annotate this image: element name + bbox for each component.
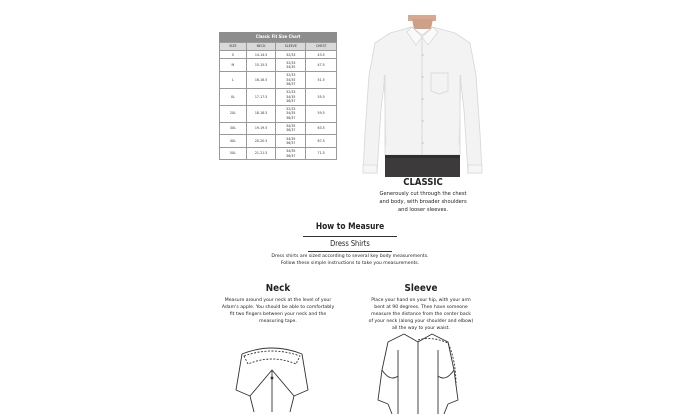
dress-shirts-subtitle: Dress Shirts [330, 239, 370, 248]
sleeve-value: 32/33 [286, 60, 296, 65]
sleeve-description [362, 297, 480, 332]
left-cuff [363, 165, 377, 173]
subtitle-divider [308, 251, 392, 252]
size-chart-table [219, 32, 337, 160]
header-chest: CHEST [306, 43, 337, 51]
size-row [220, 122, 337, 135]
classic-line: and looser sleeves. [397, 207, 448, 213]
chest-cell: 43.5 [306, 51, 337, 59]
neck-cell: 17-17.5 [246, 88, 276, 105]
sleeve-cell [276, 51, 306, 59]
chest-cell: 55.5 [306, 88, 337, 105]
sleeve-cell [276, 88, 306, 105]
sleeve-cell [276, 135, 306, 148]
sleeve-value: 36/37 [286, 115, 296, 120]
size-cell: 5XL [220, 147, 247, 160]
how-to-measure-title: How to Measure [315, 222, 385, 232]
sleeve-value: 36/37 [286, 153, 296, 158]
chest-cell: 63.5 [306, 122, 337, 135]
size-cell: 3XL [220, 122, 247, 135]
right-cuff [468, 165, 482, 173]
sleeve-title: Sleeve [404, 283, 438, 294]
size-chart-body [220, 51, 337, 160]
size-cell: M [220, 59, 247, 72]
sleeve-cell [276, 105, 306, 122]
chest-cell: 59.5 [306, 105, 337, 122]
sleeve-value: 32/33 [286, 90, 296, 95]
sleeve-value: 32/33 [286, 107, 296, 112]
classic-line: and body, with broader shoulders [379, 199, 467, 205]
model-shirt-photo [360, 15, 485, 177]
sleeve-value: 36/37 [286, 140, 296, 145]
chest-cell: 71.5 [306, 147, 337, 160]
size-cell: 4XL [220, 135, 247, 148]
neck-cell: 19-19.5 [246, 122, 276, 135]
neck-line: Adam's apple. You should be able to comfortably [221, 305, 335, 310]
neck-cell: 21-21.5 [246, 147, 276, 160]
sleeve-value: 32/33 [286, 73, 296, 78]
classic-title: CLASSIC [403, 177, 443, 188]
sleeve-line: bent at 90 degrees. Then have someone [374, 305, 468, 310]
sleeve-value: 32/33 [286, 52, 296, 57]
size-row [220, 59, 337, 72]
neck-cell: 15-15.5 [246, 59, 276, 72]
header-sleeve: SLEEVE [276, 43, 306, 51]
sleeve-value: 34/35 [286, 149, 296, 154]
classic-line: Generously cut through the chest [379, 191, 467, 197]
sleeve-value: 34/35 [286, 77, 296, 82]
sleeve-cell [276, 59, 306, 72]
sleeve-line: Place your hand on your hip, with your arm [371, 298, 471, 303]
neck-cell: 20-20.5 [246, 135, 276, 148]
neck-description [219, 297, 337, 325]
header-size: SIZE [220, 43, 247, 51]
neck-cell: 16-16.5 [246, 71, 276, 88]
size-row [220, 105, 337, 122]
sleeve-cell [276, 122, 306, 135]
neck-line: measuring tape. [259, 319, 297, 324]
sleeve-value: 34/35 [286, 65, 296, 70]
size-cell: S [220, 51, 247, 59]
sleeve-line: all the way to your waist. [392, 326, 450, 331]
sleeve-value: 36/37 [286, 81, 296, 86]
chest-cell: 51.5 [306, 71, 337, 88]
sleeve-measure-diagram [368, 330, 468, 416]
trousers [385, 155, 460, 177]
sleeve-value: 36/37 [286, 128, 296, 133]
size-cell: 2XL [220, 105, 247, 122]
neck-cell: 14-14.5 [246, 51, 276, 59]
neck-shape [412, 19, 433, 29]
sleeve-cell [276, 71, 306, 88]
neck-title: Neck [265, 283, 291, 294]
neck-measure-diagram [232, 340, 312, 416]
sleeve-line: measure the distance from the center back [371, 312, 471, 317]
header-neck: NECK [246, 43, 276, 51]
sleeve-line: of your neck (along your shoulder and elbow) [368, 319, 474, 324]
size-row [220, 135, 337, 148]
size-row [220, 71, 337, 88]
neck-line: fit two fingers between your neck and the [229, 312, 327, 317]
size-chart-title: Classic Fit Size Chart [219, 32, 337, 42]
sleeve-value: 34/35 [286, 94, 296, 99]
shirt-body [363, 27, 482, 173]
sleeve-value: 34/35 [286, 124, 296, 129]
intro-line: Dress shirts are sized according to several key body measurements. [271, 254, 429, 259]
intro-line: Follow these simple instructions to take you measurements. [280, 261, 420, 266]
sleeve-value: 34/35 [286, 111, 296, 116]
size-row [220, 88, 337, 105]
size-chart-header-row [220, 43, 337, 51]
chest-cell: 47.5 [306, 59, 337, 72]
classic-description [368, 190, 478, 214]
size-row [220, 51, 337, 59]
waistband [385, 155, 460, 158]
neck-line: Measure around your neck at the level of your [224, 298, 332, 303]
title-divider [303, 236, 397, 237]
size-row [220, 147, 337, 160]
neck-cell: 18-18.5 [246, 105, 276, 122]
size-cell: XL [220, 88, 247, 105]
sleeve-value: 36/37 [286, 98, 296, 103]
chest-cell: 67.5 [306, 135, 337, 148]
sleeve-cell [276, 147, 306, 160]
size-cell: L [220, 71, 247, 88]
sleeve-value: 34/35 [286, 136, 296, 141]
measure-intro [255, 253, 445, 267]
